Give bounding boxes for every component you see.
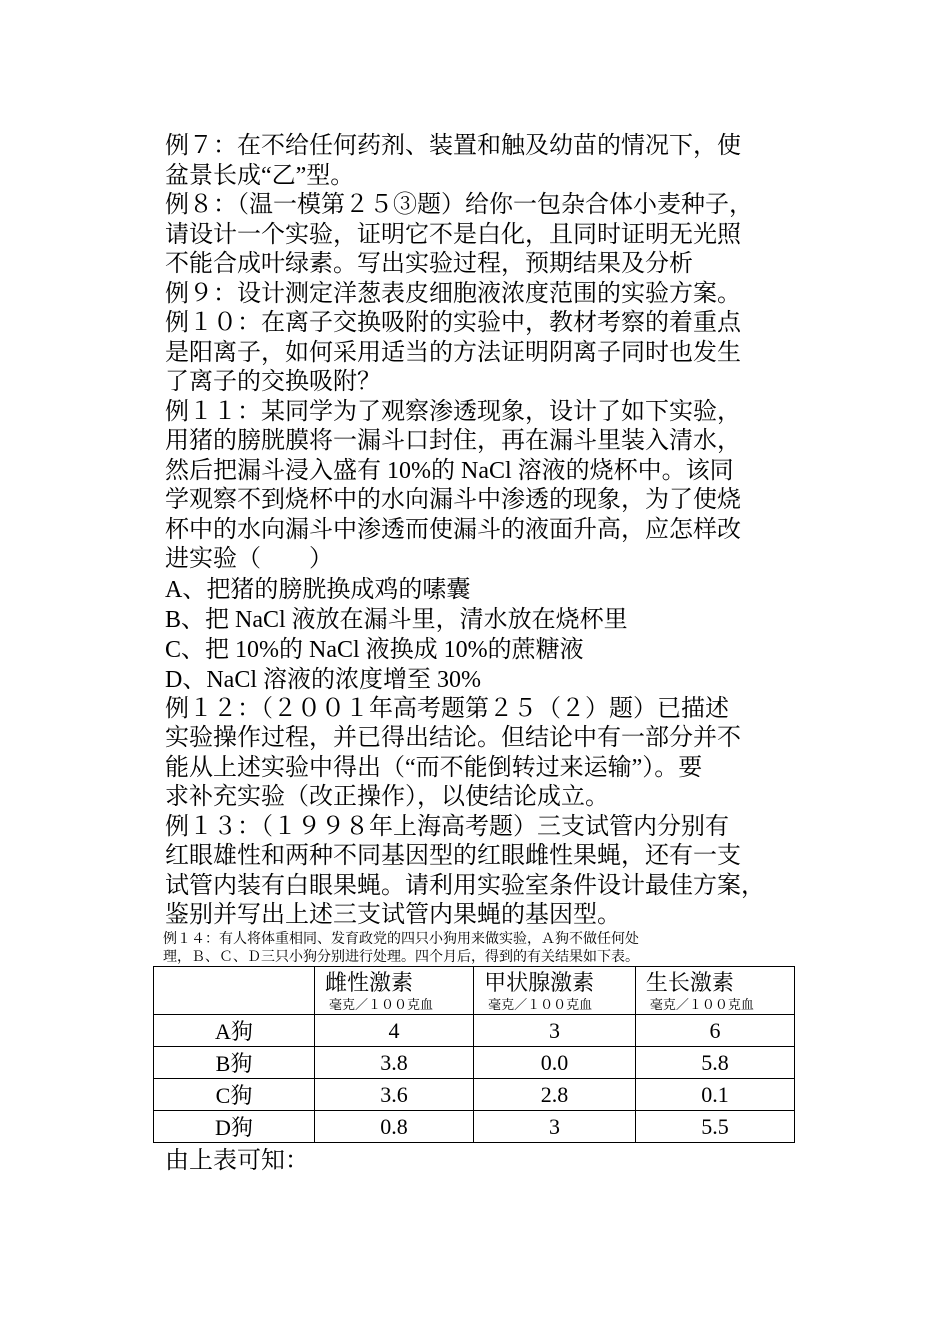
header-name: 甲状腺激素	[484, 970, 595, 995]
row-label: C狗	[154, 1079, 315, 1111]
table-row	[154, 1015, 795, 1047]
text-line: 例１１：某同学为了观察渗透现象，设计了如下实验，	[165, 398, 741, 425]
small-text-line: 理，Ｂ、Ｃ、Ｄ三只小狗分别进行处理。四个月后，得到的有关结果如下表。	[163, 949, 639, 965]
table-cell: 3.6	[315, 1079, 474, 1111]
header-name: 雌性激素	[325, 970, 414, 995]
table-cell: 3	[474, 1111, 636, 1143]
text-line: 例８：（温一模第２５③题）给你一包杂合体小麦种子，	[165, 192, 753, 218]
table-row	[154, 1047, 795, 1079]
text-line: 例１３：（１９９８年上海高考题）三支试管内分别有	[165, 813, 729, 840]
text-line: 杯中的水向漏斗中渗透而使漏斗的液面升高，应怎样改	[165, 516, 741, 543]
text-line: 进实验（ ）	[165, 546, 333, 572]
text-line: 鉴别并写出上述三支试管内果蝇的基因型。	[165, 902, 621, 928]
text-line: 求补充实验（改正操作），以使结论成立。	[165, 784, 609, 810]
text-line: 然后把漏斗浸入盛有 10%的 NaCl 溶液的烧杯中。该同	[165, 457, 734, 484]
text-line: 学观察不到烧杯中的水向漏斗中渗透的现象，为了使烧	[165, 487, 741, 513]
table-cell: 5.8	[635, 1047, 794, 1079]
text-line: 不能合成叶绿素。写出实验过程，预期结果及分析	[165, 251, 693, 277]
header-name: 生长激素	[645, 970, 734, 995]
row-label: A狗	[154, 1015, 315, 1047]
text-line: 红眼雄性和两种不同基因型的红眼雌性果蝇，还有一支	[165, 843, 741, 869]
conclusion-text: 由上表可知：	[165, 1148, 309, 1174]
table-cell: 4	[315, 1015, 474, 1047]
table-cell: 0.8	[315, 1111, 474, 1143]
table-cell: 2.8	[474, 1079, 636, 1111]
table-cell: 6	[635, 1015, 794, 1047]
text-line: 是阳离子，如何采用适当的方法证明阴离子同时也发生	[165, 339, 741, 366]
table-cell: 0.0	[474, 1047, 636, 1079]
table-cell: 3	[474, 1015, 636, 1047]
text-line: 实验操作过程，并已得出结论。但结论中有一部分并不	[165, 725, 741, 751]
table-header-row	[154, 967, 795, 1015]
table-header-cell	[635, 967, 794, 1015]
text-line: 盆景长成“乙”型。	[165, 162, 355, 189]
header-unit: 毫克／１００克血	[649, 997, 754, 1012]
text-line: 请设计一个实验，证明它不是白化，且同时证明无光照	[165, 221, 741, 248]
row-label: D狗	[154, 1111, 315, 1143]
header-unit: 毫克／１００克血	[488, 997, 593, 1012]
option-b: B、把 NaCl 液放在漏斗里，清水放在烧杯里	[165, 606, 628, 633]
text-line: 试管内装有白眼果蝇。请利用实验室条件设计最佳方案，	[165, 872, 765, 899]
text-line: 能从上述实验中得出（“而不能倒转过来运输”）。要	[165, 754, 703, 781]
table-corner-cell	[154, 967, 315, 1015]
table-row	[154, 1079, 795, 1111]
table-header-cell	[315, 967, 474, 1015]
table-header-cell	[474, 967, 636, 1015]
text-line: 了离子的交换吸附？	[165, 369, 381, 395]
table-cell: 3.8	[315, 1047, 474, 1079]
text-line: 例１２：（２００１年高考题第２５（２）题）已描述	[165, 695, 729, 722]
row-label: B狗	[154, 1047, 315, 1079]
text-line: 例７：在不给任何药剂、装置和触及幼苗的情况下，使	[165, 133, 741, 159]
option-a: A、把猪的膀胱换成鸡的嗉囊	[165, 576, 471, 603]
table-row	[154, 1111, 795, 1143]
hormone-table	[153, 966, 795, 1143]
option-d: D、NaCl 溶液的浓度增至 30%	[165, 666, 481, 693]
header-unit: 毫克／１００克血	[329, 997, 434, 1012]
text-line: 例１０：在离子交换吸附的实验中，教材考察的着重点	[165, 310, 741, 336]
text-line: 用猪的膀胱膜将一漏斗口封住，再在漏斗里装入清水，	[165, 428, 741, 454]
small-text-line: 例１４：有人将体重相同、发育政党的四只小狗用来做实验，Ａ狗不做任何处	[163, 931, 639, 947]
document-body	[165, 132, 795, 967]
table-cell: 0.1	[635, 1079, 794, 1111]
text-line: 例９：设计测定洋葱表皮细胞液浓度范围的实验方案。	[165, 280, 741, 307]
option-c: C、把 10%的 NaCl 液换成 10%的蔗糖液	[165, 636, 584, 663]
table-cell: 5.5	[635, 1111, 794, 1143]
